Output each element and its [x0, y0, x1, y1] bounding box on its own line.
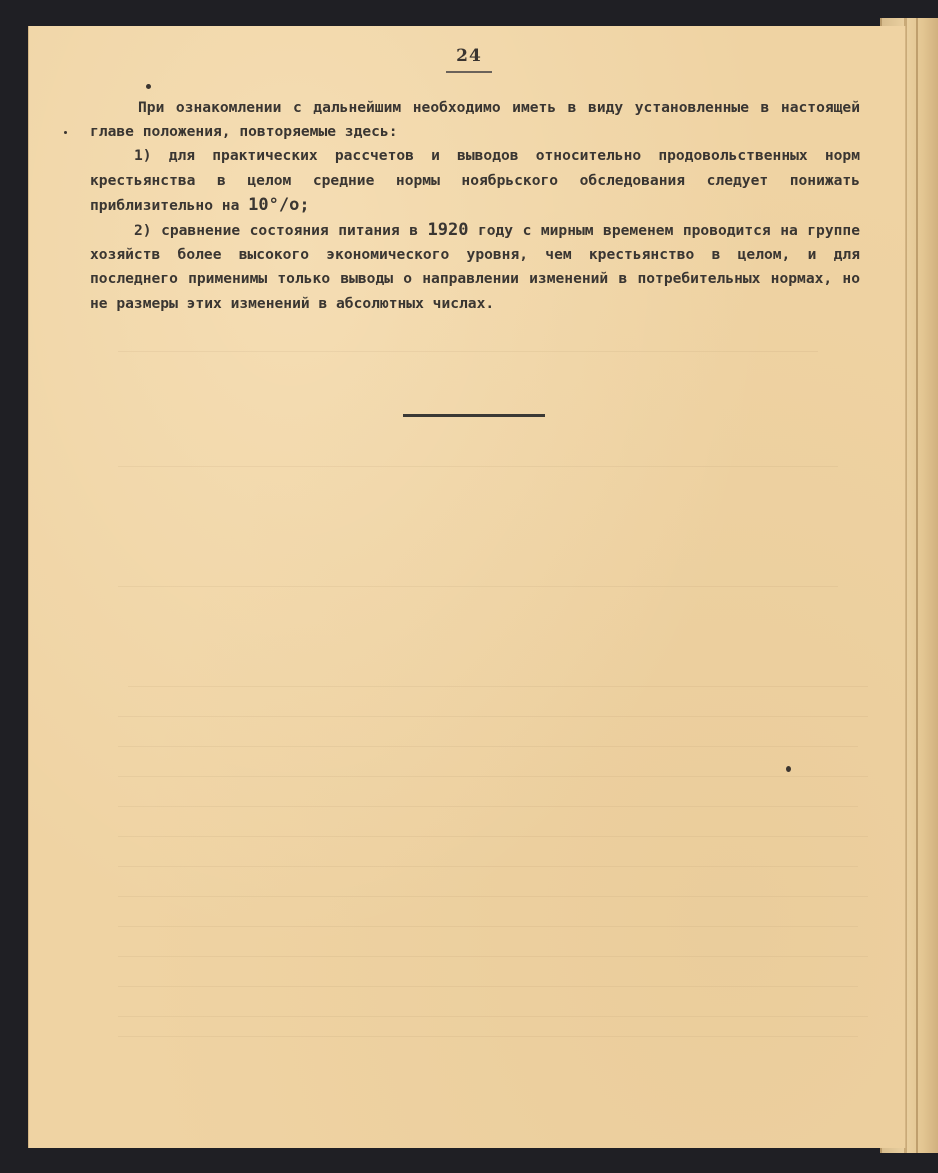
item-1-percent: 10°/о; [248, 194, 310, 215]
page-number: 24 [456, 46, 482, 66]
item-1-paragraph [90, 144, 860, 218]
intro-paragraph: При ознакомлении с дальнейшим необходимо иметь в виду установленные в настоящей главе положения, повторяемые здесь: [90, 99, 860, 141]
ink-speck [786, 766, 791, 772]
item-2-paragraph [90, 218, 860, 316]
body-text [90, 96, 860, 316]
ink-speck [146, 84, 151, 89]
item-2-text-rest: году с мирным временем проводится на группе хозяйств более высокого экономического уровня, чем крестьянство в целом, и для последнего применимы только выводы о направлении изменений в потребительных нормах, но не размеры этих изменений в абсолютных числах. [90, 222, 860, 312]
page-edge [916, 18, 918, 1153]
item-1-text: 1) для практических рассчетов и выводов относительно продовольственных норм крестьянства в целом средние нормы ноябрьского обследования следует понижать приблизительно на [90, 147, 860, 214]
section-end-rule [403, 414, 545, 417]
item-2-year: 1920 [427, 220, 469, 241]
item-2-text-start: 2) сравнение состояния питания в [134, 222, 418, 240]
document-page [28, 26, 906, 1148]
page-number-underline [446, 71, 492, 73]
ink-speck [64, 131, 67, 134]
